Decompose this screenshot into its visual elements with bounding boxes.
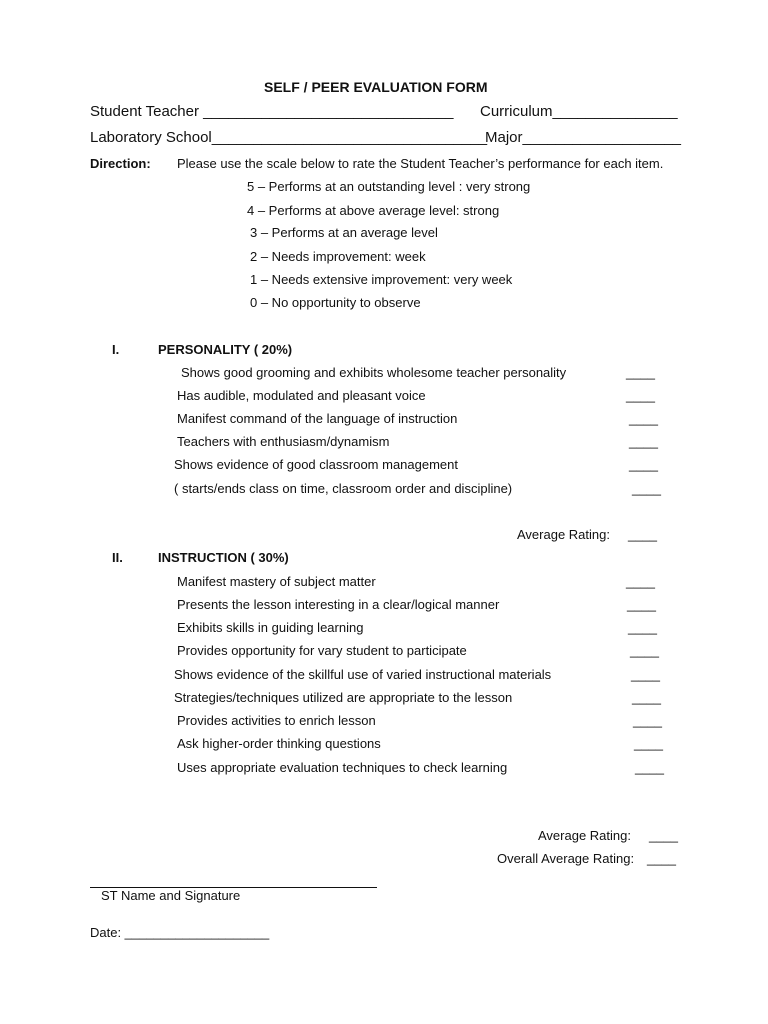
section-1-title: PERSONALITY ( 20%) (158, 342, 293, 357)
rating-blank[interactable]: ____ (633, 713, 662, 728)
scale-item: 3 – Performs at an average level (250, 225, 438, 240)
average-rating-blank[interactable]: ____ (628, 527, 657, 542)
student-teacher-field[interactable]: Student Teacher ______________________________ (90, 103, 454, 120)
rating-blank[interactable]: ____ (631, 667, 660, 682)
rating-blank[interactable]: ____ (632, 481, 661, 496)
criterion-item: Shows evidence of the skillful use of varied instructional materials (174, 667, 552, 682)
scale-item: 2 – Needs improvement: week (250, 249, 426, 264)
rating-blank[interactable]: ____ (629, 457, 658, 472)
criterion-item: Strategies/techniques utilized are appropriate to the lesson (174, 690, 513, 705)
rating-blank[interactable]: ____ (626, 365, 655, 380)
scale-item: 4 – Performs at above average level: strong (247, 203, 500, 218)
direction-label: Direction: (90, 156, 151, 171)
date-field[interactable]: Date: ____________________ (90, 925, 270, 940)
form-title: SELF / PEER EVALUATION FORM (264, 79, 488, 95)
major-field[interactable]: Major___________________ (485, 129, 682, 146)
criterion-item: Teachers with enthusiasm/dynamism (177, 434, 390, 449)
rating-blank[interactable]: ____ (629, 434, 658, 449)
criterion-item: Has audible, modulated and pleasant voice (177, 388, 426, 403)
overall-average-label: Overall Average Rating: (497, 851, 635, 866)
rating-blank[interactable]: ____ (627, 597, 656, 612)
rating-blank[interactable]: ____ (629, 411, 658, 426)
direction-text: Please use the scale below to rate the Student Teacher’s performance for each item. (177, 156, 664, 171)
criterion-item: Manifest mastery of subject matter (177, 574, 376, 589)
criterion-item: Exhibits skills in guiding learning (177, 620, 364, 635)
section-2-title: INSTRUCTION ( 30%) (158, 550, 289, 565)
rating-blank[interactable]: ____ (626, 574, 655, 589)
average-rating-label: Average Rating: (517, 527, 610, 542)
criterion-item: Presents the lesson interesting in a clear/logical manner (177, 597, 500, 612)
overall-average-blank[interactable]: ____ (647, 851, 676, 866)
scale-item: 5 – Performs at an outstanding level : very strong (247, 179, 531, 194)
criterion-item: Manifest command of the language of instruction (177, 411, 458, 426)
section-1-numeral: I. (112, 342, 120, 357)
criterion-item: Provides activities to enrich lesson (177, 713, 376, 728)
criterion-item: Ask higher-order thinking questions (177, 736, 381, 751)
rating-blank[interactable]: ____ (630, 643, 659, 658)
scale-item: 1 – Needs extensive improvement: very week (250, 272, 513, 287)
laboratory-school-field[interactable]: Laboratory School_________________________________ (90, 129, 488, 146)
signature-label: ST Name and Signature (101, 888, 241, 903)
rating-blank[interactable]: ____ (626, 388, 655, 403)
rating-blank[interactable]: ____ (632, 690, 661, 705)
rating-blank[interactable]: ____ (628, 620, 657, 635)
section-2-numeral: II. (112, 550, 123, 565)
rating-blank[interactable]: ____ (634, 736, 663, 751)
criterion-item: Shows good grooming and exhibits wholesome teacher personality (181, 365, 567, 380)
criterion-item: Uses appropriate evaluation techniques to check learning (177, 760, 508, 775)
criterion-item: Shows evidence of good classroom management (174, 457, 458, 472)
average-rating-blank[interactable]: ____ (649, 828, 678, 843)
average-rating-label: Average Rating: (538, 828, 631, 843)
rating-blank[interactable]: ____ (635, 760, 664, 775)
criterion-item: Provides opportunity for vary student to participate (177, 643, 467, 658)
scale-item: 0 – No opportunity to observe (250, 295, 421, 310)
criterion-item: ( starts/ends class on time, classroom order and discipline) (174, 481, 513, 496)
curriculum-field[interactable]: Curriculum_______________ (480, 103, 678, 120)
